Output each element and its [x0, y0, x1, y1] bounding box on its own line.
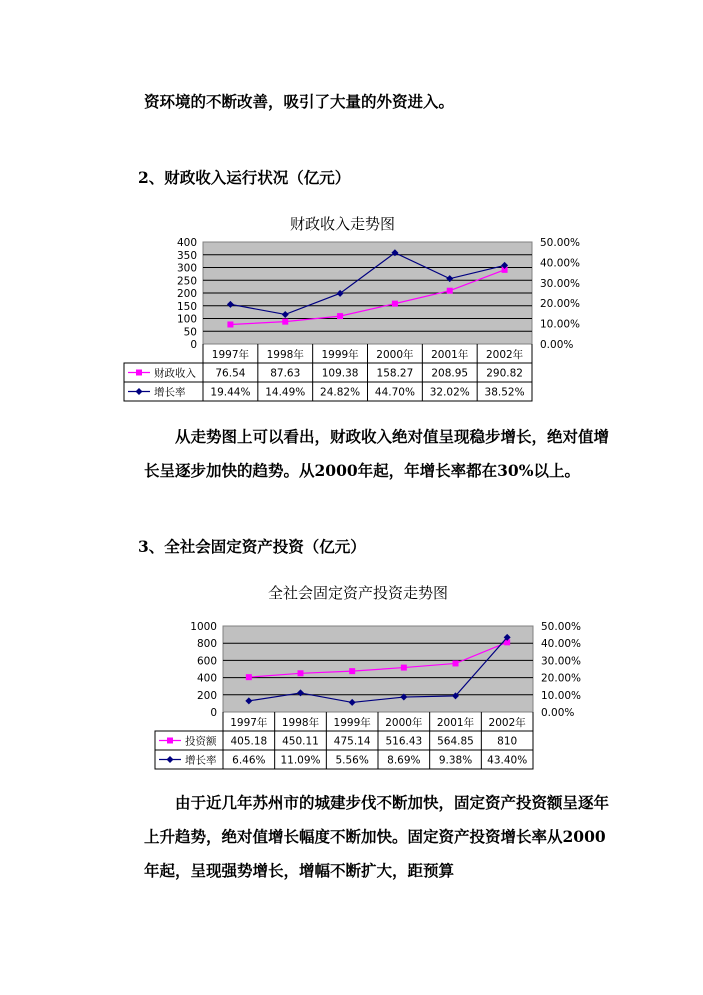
data-table-value: 290.82 [486, 367, 523, 380]
data-table-value: 24.82% [320, 386, 361, 399]
y-left-tick-label: 0 [210, 707, 217, 719]
data-table-value: 810 [497, 735, 518, 748]
chart1-title: 财政收入走势图 [290, 215, 396, 233]
legend-label: 增长率 [154, 386, 186, 399]
y-left-tick-label: 400 [176, 237, 197, 249]
category-label: 1997年 [211, 349, 250, 361]
y-right-tick-label: 30.00% [541, 655, 582, 668]
y-right-tick-label: 40.00% [540, 257, 581, 270]
paragraph-intro: 资环境的不断改善，吸引了大量的外资进入。 [144, 92, 455, 111]
data-table-value: 19.44% [210, 386, 251, 399]
data-table-value: 516.43 [385, 735, 423, 748]
data-point [246, 674, 252, 680]
data-point [349, 668, 355, 674]
y-left-tick-label: 350 [176, 249, 197, 262]
legend-key-marker [167, 756, 174, 763]
data-point [453, 660, 459, 666]
y-left-tick-label: 50 [183, 326, 197, 339]
paragraph-investment-analysis: 由于近几年苏州市的城建步伐不断加快，固定资产投资额呈逐年上升趋势，绝对值增长幅度不断加快。固定资产投资增长率从2000年起，呈现强势增长，增幅不断扩大，距预算 [144, 793, 610, 880]
data-table-value: 6.46% [232, 754, 266, 767]
data-table-value: 38.52% [484, 386, 525, 399]
category-label: 2001年 [431, 349, 469, 361]
legend-label: 投资额 [185, 735, 217, 748]
category-label: 2000年 [385, 717, 423, 729]
legend-key-marker [167, 738, 173, 744]
y-left-tick-label: 100 [176, 313, 197, 326]
data-table-value: 9.38% [438, 754, 473, 767]
category-label: 1997年 [230, 717, 268, 729]
legend-label: 财政收入 [154, 367, 196, 380]
category-label: 1999年 [321, 349, 359, 361]
data-table-value: 43.40% [487, 754, 528, 767]
y-right-tick-label: 40.00% [541, 638, 582, 651]
category-label: 1998年 [266, 349, 304, 361]
data-table-value: 8.69% [387, 754, 421, 767]
data-table-value: 109.38 [321, 367, 359, 380]
paragraph-fiscal-analysis: 从走势图上可以看出，财政收入绝对值呈现稳步增长，绝对值增长呈逐步加快的趋势。从2000年起，年增长率都在30%以上。 [144, 427, 610, 480]
category-label: 2000年 [376, 349, 414, 361]
data-table-value: 158.27 [376, 367, 414, 380]
data-table-value: 208.95 [431, 367, 469, 380]
legend-label: 增长率 [185, 754, 217, 767]
data-table-value: 32.02% [429, 386, 470, 399]
y-left-tick-label: 0 [190, 339, 197, 351]
y-left-tick-label: 600 [196, 655, 217, 668]
data-table-value: 405.18 [230, 735, 268, 748]
data-table-value: 564.85 [437, 735, 474, 748]
data-table-value: 5.56% [335, 754, 369, 767]
y-left-tick-label: 200 [196, 689, 217, 702]
data-table-value: 450.11 [282, 735, 319, 748]
y-left-tick-label: 300 [176, 262, 197, 275]
category-label: 1999年 [333, 717, 371, 729]
y-left-tick-label: 800 [196, 638, 217, 651]
y-right-tick-label: 30.00% [540, 277, 581, 290]
y-left-tick-label: 1000 [190, 621, 217, 633]
data-table-value: 87.63 [270, 367, 301, 380]
data-table-value: 14.49% [265, 386, 306, 399]
y-left-tick-label: 150 [176, 300, 197, 313]
category-label: 2001年 [436, 717, 475, 729]
y-right-tick-label: 0.00% [541, 707, 575, 719]
y-right-tick-label: 20.00% [541, 672, 582, 685]
category-label: 2002年 [485, 349, 524, 361]
y-right-tick-label: 50.00% [541, 621, 582, 633]
data-table-value: 475.14 [333, 735, 371, 748]
y-right-tick-label: 0.00% [540, 339, 574, 351]
data-point [298, 670, 304, 676]
data-table-value: 76.54 [215, 367, 246, 380]
y-right-tick-label: 10.00% [540, 318, 581, 331]
y-right-tick-label: 20.00% [540, 298, 581, 311]
heading-fiscal-revenue: 2、财政收入运行状况（亿元） [138, 168, 351, 187]
y-left-tick-label: 200 [176, 288, 197, 300]
y-left-tick-label: 400 [196, 672, 217, 685]
data-point [401, 665, 407, 671]
data-table-value: 44.70% [374, 386, 415, 399]
chart2-title: 全社会固定资产投资走势图 [268, 584, 449, 602]
y-right-tick-label: 50.00% [540, 237, 581, 249]
heading-fixed-investment: 3、全社会固定资产投资（亿元） [138, 537, 366, 556]
data-table-value: 11.09% [280, 754, 321, 767]
category-label: 1998年 [281, 717, 320, 729]
y-left-tick-label: 250 [176, 275, 197, 288]
y-right-tick-label: 10.00% [541, 689, 582, 702]
category-label: 2002年 [488, 717, 526, 729]
